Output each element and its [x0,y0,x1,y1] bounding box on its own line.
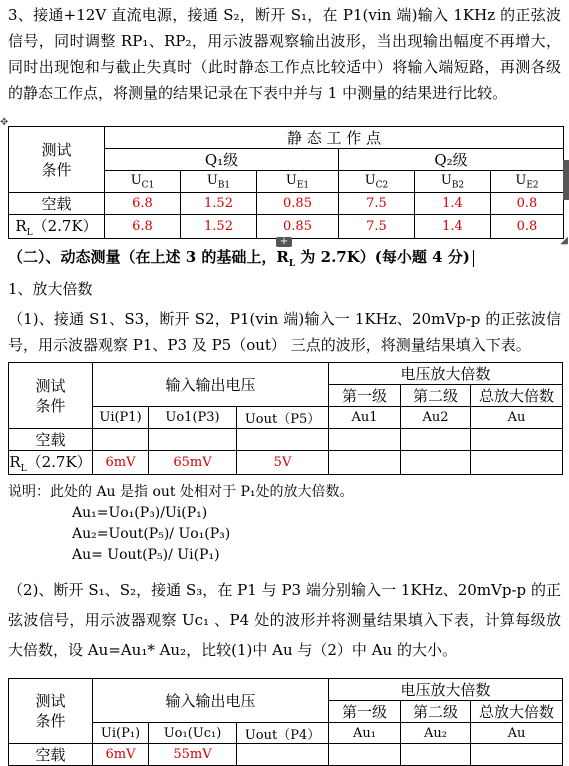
table-cell[interactable] [329,429,401,451]
io-voltage-header: 输入输出电压 [93,679,329,723]
table-cell[interactable] [471,429,563,451]
col-header-ub2: $U_{B2}$ [415,171,491,193]
table-cell[interactable] [329,744,401,766]
io-col-header: Ui(P₁) [93,723,149,744]
q2-header: Q₂级 [339,149,564,171]
note-line-au2: Au₂=Uout(P₅)/ Uo₁(P₃) [72,526,231,542]
table-cell[interactable]: 6mV [93,744,149,766]
table-cell[interactable]: 0.8 [491,193,564,215]
subheading-gain: 1、放大倍数 [8,280,93,298]
table-cell[interactable]: 5V [237,451,329,475]
table-cell[interactable]: 6.8 [105,193,181,215]
table-cell[interactable] [237,429,329,451]
note-line-au: Au= Uout(P₅)/ Ui(P₁) [72,547,220,563]
table-cell[interactable]: 6.8 [105,215,181,239]
note-line-au1: Au₁=Uo₁(P₃)/Ui(P₁) [72,505,208,521]
table-cell[interactable] [401,429,471,451]
row-label: 空载 [9,429,93,451]
gain-table-2 [8,678,563,766]
row-label: $R_L(2.7K)$ [9,215,105,239]
table-cell[interactable]: 1.4 [415,193,491,215]
col-header-uc2: $U_{C2}$ [339,171,415,193]
intro-paragraph: 3、接通+12V 直流电源，接通 S₂，断开 S₁，在 P1(vin 端)输入 1KHz 的正弦波信号，同时调整 RP₁、RP₂，用示波器观察输出波形，当出现输出幅度不再增大，同时出现饱和与截止失真时（此时静态工作点比较适中）将输入端短路，再测各级的静态工作点，将测量的结果记录在下表中并与 1 中测量的结果进行比较。 [8,6,561,102]
table-row [9,193,564,215]
paragraph-2: （2)、断开 S₁、S₂，接通 S₃，在 P1 与 P3 端分别输入一 1KHz、20mVp-p 的正弦波信号，用示波器观察 Uc₁ 、P4 处的波形并将测量结果填入下表，计算每级放大倍数，设 Au=Au₁* Au₂，比较(1)中 Au 与（2）中 Au 的大小。 [8,581,561,659]
table-cell[interactable]: 1.4 [415,215,491,239]
row-label: $R_L(2.7K)$ [9,451,93,475]
gain-sub-col-header: Au1 [329,407,401,429]
table-cell[interactable]: 6mV [93,451,149,475]
note-intro: 说明：此处的 Au 是指 out 处相对于 P₁处的放大倍数。 [8,484,354,500]
table-cell[interactable]: 55mV [149,744,237,766]
table-cell[interactable]: 65mV [149,451,237,475]
section2-heading: （二）、动态测量（在上述 3 的基础上，$R_L$ 为 2.7K）(每小题 4 分) [8,244,561,277]
insert-row-icon[interactable]: + [276,237,292,247]
table-cell[interactable] [471,451,563,475]
io-col-header: Uo₁(Uc₁) [149,723,237,744]
table-cell[interactable] [401,451,471,475]
gain-sub-col-header: Au2 [401,407,471,429]
table-resize-handle-icon[interactable]: ◢ [560,235,568,246]
table-row [9,744,563,766]
table-cell[interactable] [93,429,149,451]
table-row [9,429,563,451]
table-cell[interactable]: 0.85 [257,215,339,239]
static-point-table [8,126,564,239]
gain-sub-col-header: Au [471,407,563,429]
gain-col-header: 第二级 [401,385,471,407]
gain-sub-col-header: Au [471,723,563,744]
gain-header: 电压放大倍数 [329,363,563,385]
io-col-header: Uo1(P3) [149,407,237,429]
condition-header: 测试 条件 [9,363,93,429]
table-cell[interactable]: 0.85 [257,193,339,215]
table-cell[interactable] [149,429,237,451]
io-col-header: Uout（P4） [237,723,329,744]
text-cursor [473,250,474,267]
gain-header: 电压放大倍数 [329,679,563,701]
gain-col-header: 第二级 [401,701,471,723]
row-label: 空载 [9,193,105,215]
table-cell[interactable]: 1.52 [181,193,257,215]
condition-header: 测试 条件 [9,127,105,193]
gain-sub-col-header: Au₂ [401,723,471,744]
scroll-marker[interactable] [563,160,569,200]
paragraph-1: （1)、接通 S1、S3，断开 S2，P1(vin 端)输入一 1KHz、20mVp-p 的正弦波信号，用示波器观察 P1、P3 及 P5（out） 三点的波形，将测量结果填入下表。 [8,310,561,354]
table-cell[interactable] [401,744,471,766]
col-header-uc1: $U_{C1}$ [105,171,181,193]
row-label: 空载 [9,744,93,766]
io-col-header: Uout（P5） [237,407,329,429]
col-header-ue1: $U_{E1}$ [257,171,339,193]
gain-col-header: 第一级 [329,701,401,723]
gain-col-header: 总放大倍数 [471,385,563,407]
static-title: 静 态 工 作 点 [105,127,564,149]
table-cell[interactable]: 0.8 [491,215,564,239]
table-cell[interactable] [237,744,329,766]
io-col-header: Ui(P1) [93,407,149,429]
gain-col-header: 第一级 [329,385,401,407]
col-header-ub1: $U_{B1}$ [181,171,257,193]
condition-header: 测试 条件 [9,679,93,744]
q1-header: Q₁级 [105,149,339,171]
io-voltage-header: 输入输出电压 [93,363,329,407]
table-cell[interactable]: 1.52 [181,215,257,239]
table-cell[interactable] [329,451,401,475]
table-cell[interactable] [471,744,563,766]
col-header-ue2: $U_{E2}$ [491,171,564,193]
gain-sub-col-header: Au₁ [329,723,401,744]
table-move-handle-icon[interactable]: ✥ [0,117,9,128]
gain-col-header: 总放大倍数 [471,701,563,723]
table-row [9,451,563,475]
table-cell[interactable]: 7.5 [339,193,415,215]
gain-table-1 [8,362,563,475]
table-cell[interactable]: 7.5 [339,215,415,239]
table-row [9,215,564,239]
